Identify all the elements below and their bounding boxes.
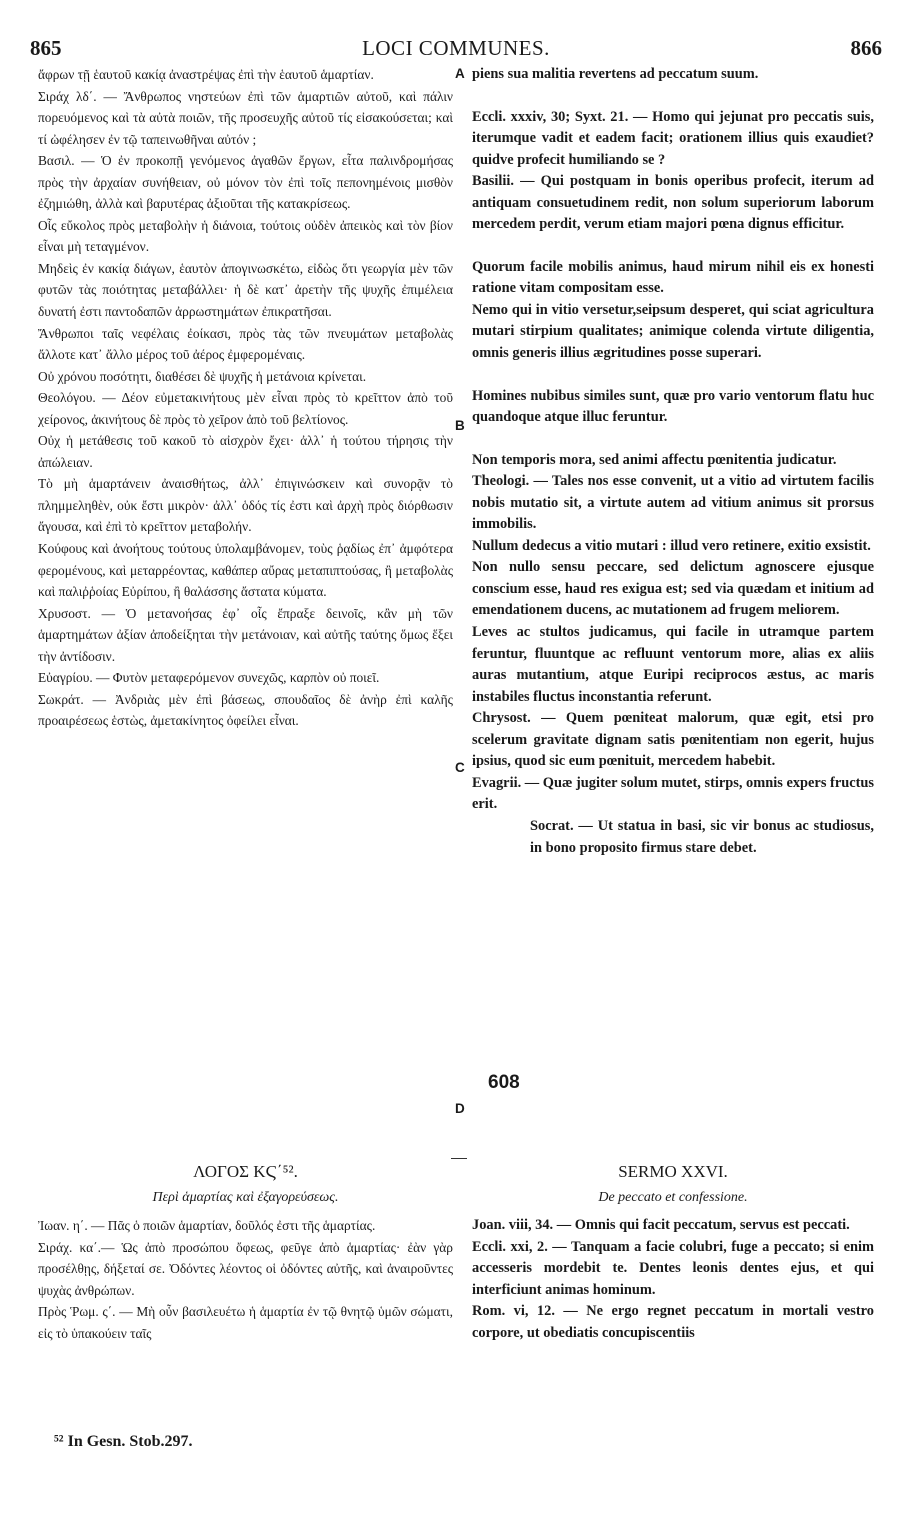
latin-paragraph: Chrysost. — Quem pœniteat malorum, quæ egit, etsi pro scelerum gravitate dignam satis pœnitentiam non egerit, hujus ipsius, quod sic eum pœnituit, mercedem habebit. [472,710,874,770]
greek-paragraph: Ἄνθρωποι ταῖς νεφέλαις ἐοίκασι, πρὸς τὰς τῶν πνευμάτων μεταβολὰς ἄλλοτε κατ᾽ ἄλλο μέρος τοῦ ἀέρος ἐμφερομέναις. [38,325,453,363]
running-title: LOCI COMMUNES. [362,36,550,60]
section-divider [451,1158,467,1159]
greek-paragraph: Σιράχ. κα΄.— Ὡς ἀπὸ προσώπου ὄφεως, φεῦγε ἀπὸ ἁμαρτίας· ἐὰν γὰρ προσέλθῃς, δήξεταί σε. Ὀδόντες λέοντος οἱ ὀδόντες αὐτῆς, καὶ ἀναιροῦντες ψυχὰς ἀνθρώπων. [38,1239,453,1298]
latin-paragraph: Nemo qui in vitio versetur,seipsum desperet, qui sciat agricultura mutari stirpium qualitates; animique colenda virtute diligentia, omnis generis illius ægritudines posse superari. [472,301,874,362]
running-header [30,36,882,62]
page-number-left: 865 [30,36,62,60]
greek-paragraph: Θεολόγου. — Δέον εὐμετακινήτους μὲν εἶναι πρὸς τὸ κρεῖττον ἀπὸ τοῦ χείρονος, ἀκινήτους δὲ πρὸς τὸ χεῖρον ἀπὸ τοῦ βελτίονος. [38,390,453,427]
latin-paragraph: Eccli. xxxiv, 30; Syxt. 21. — Homo qui jejunat pro peccatis suis, iterumque vadit et eadem facit; orationem illius quis exaudiet? quidve profecit humiliando se ? [472,108,874,168]
greek-column-section [38,1215,453,1344]
greek-paragraph: Σιράχ λδ΄. — Ἄνθρωπος νηστεύων ἐπὶ τῶν ἁμαρτιῶν αὐτοῦ, καὶ πάλιν πορευόμενος καὶ τὰ αὐτὰ ποιῶν, τῆς προσευχῆς αὐτοῦ τίς εἰσακούσεται; καὶ τί ὠφέλησεν ἐν τῷ ταπεινωθῆναι αὐτόν ; [38,88,453,147]
latin-paragraph: Socrat. — Ut statua in basi, sic vir bonus ac studiosus, in bono proposito firmus stare debet. [530,817,874,856]
latin-section-subtitle: De peccato et confessione. [598,1190,748,1205]
latin-paragraph: Joan. viii, 34. — Omnis qui facit peccatum, servus est peccati. [472,1217,850,1233]
latin-paragraph: Non nullo sensu peccare, sed delictum agnoscere ejusque conscium esse, haud res exigua est; sed via quædam et initium ad emendationem ducens, ac mutationem ad frugem meliorem. [472,559,874,619]
latin-paragraph: Rom. vi, 12. — Ne ergo regnet peccatum in mortali vestro corpore, ut obediatis concupiscentiis [472,1303,874,1341]
greek-paragraph: Οὐχ ἡ μετάθεσις τοῦ κακοῦ τὸ αἰσχρὸν ἔχει· ἀλλ᾽ ἡ τούτου τήρησις τὴν ἀπώλειαν. [38,433,453,470]
greek-section-subtitle: Περὶ ἁμαρτίας καὶ ἐξαγορεύσεως. [152,1190,339,1205]
greek-paragraph: Οὐ χρόνου ποσότητι, διαθέσει δὲ ψυχῆς ἡ μετάνοια κρίνεται. [38,368,367,384]
margin-letter-a: A [455,66,465,81]
greek-paragraph: Κούφους καὶ ἀνοήτους τούτους ὑπολαμβάνομεν, τοὺς ῥᾳδίως ἐπ᾽ ἀμφότερα φερομένους, καὶ μεταρρέοντας, καθάπερ αὔρας μεταπιπτούσας, ἢ μεταβολὰς καὶ παλιῤῥοίας Εὐρίπου, ἢ θαλάσσης ἄστατα κύματα. [38,541,453,600]
greek-paragraph: Σωκράτ. — Ἀνδριὰς μὲν ἐπὶ βάσεως, σπουδαῖος δὲ ἀνὴρ ἐπὶ καλῆς προαιρέσεως ἑστὼς, ἀμετακίνητος ὀφείλει εἶναι. [38,691,453,729]
footnote: ⁵² In Gesn. Stob.297. [54,1433,193,1450]
latin-paragraph: Eccli. xxi, 2. — Tanquam a facie colubri, fuge a peccato; si enim accesseris mordebit te. Dentes leonis dentes ejus, et qui interficiunt animas hominum. [472,1238,874,1298]
latin-paragraph: Leves ac stultos judicamus, qui facile in utramque partem feruntur, fluuntque ac refluunt ventorum more, alias ex aliis auras mutantium, atque Euripi reciprocos æstus, ac maris instabiles fluctus inconstantia referunt. [472,624,874,705]
greek-paragraph: Μηδεὶς ἐν κακίᾳ διάγων, ἑαυτὸν ἀπογινωσκέτω, εἰδὼς ὅτι γεωργία μὲν τῶν φυτῶν τὰς ποιότητας μεταβάλλει· ἡ δὲ κατ᾽ ἀρετὴν τῆς ψυχῆς ἐπιμέλεια δυνατή ἐστι παντοδαπῶν ἀρρωστημάτων ἐπικρατῆσαι. [38,260,453,320]
latin-paragraph: Basilii. — Qui postquam in bonis operibus profecit, iterum ad antiquam consuetudinem redit, non solum superiorum laborum mercedem perdit, verum etiam majori pœna dignus efficitur. [472,173,874,233]
latin-paragraph: piens sua malitia revertens ad peccatum suum. [472,66,759,82]
greek-paragraph: Εὐαγρίου. — Φυτὸν μεταφερόμενον συνεχῶς, καρπὸν οὐ ποιεῖ. [38,670,380,686]
section-number: 608 [488,1072,520,1093]
latin-paragraph: Non temporis mora, sed animi affectu pœnitentia judicatur. [472,451,837,468]
greek-paragraph: ἄφρων τῇ ἑαυτοῦ κακίᾳ ἀναστρέψας ἐπὶ τὴν ἑαυτοῦ ἁμαρτίαν. [38,67,374,82]
greek-paragraph: Πρὸς Ῥωμ. ς΄. — Μὴ οὖν βασιλευέτω ἡ ἁμαρτία ἐν τῷ θνητῷ ὑμῶν σώματι, εἰς τὸ ὑπακούειν ταῖς [38,1304,453,1341]
margin-letter-b: B [455,418,465,433]
latin-paragraph: Theologi. — Tales nos esse convenit, ut a vitio ad virtutem facilis nobis mutatio sit, a virtute autem ad vitium animus sit prorsus immobilis. [472,473,874,533]
latin-column-section [472,1215,874,1344]
greek-paragraph: Χρυσοστ. — Ὁ μετανοήσας ἐφ᾽ οἷς ἔπραξε δεινοῖς, κἂν μὴ τῶν ἁμαρτημάτων ἀξίαν ἀποδείξηται τὴν μετάνοιαν, καὶ αὐτῆς ταύτης ὅμως ἕξει τὴν ἀντίδοσιν. [38,605,453,664]
latin-paragraph: Nullum dedecus a vitio mutari : illud vero retinere, exitio exsistit. [472,537,871,554]
greek-paragraph: Τὸ μὴ ἁμαρτάνειν ἀναισθήτως, ἀλλ᾽ ἐπιγινώσκειν καὶ συνορᾷν τὸ πλημμεληθὲν, οὐκ ἔστι μικρὸν· ἀλλ᾽ ὁδός τίς ἐστι καὶ ἀρχὴ πρὸς διόρθωσιν ἄγουσα, καὶ ἐπὶ τὸ κρεῖττον μεταβολήν. [38,476,453,535]
page-number-right: 866 [850,36,882,60]
greek-paragraph: Οἷς εὔκολος πρὸς μεταβολὴν ἡ διάνοια, τούτοις οὐδὲν ἀπεικὸς καὶ τὸν βίον εἶναι μὴ τεταγμένον. [38,217,453,255]
greek-column-top [38,64,453,732]
greek-section-title: ΛΟΓΟΣ ΚϚ΄⁵². [193,1162,298,1181]
latin-paragraph: Homines nubibus similes sunt, quæ pro vario ventorum flatu huc quandoque atque illuc feruntur. [472,387,874,426]
latin-section-title: SERMO XXVI. [618,1162,728,1181]
latin-paragraph: Evagrii. — Quæ jugiter solum mutet, stirps, omnis expers fructus erit. [472,774,874,813]
latin-column-top [472,64,874,859]
greek-paragraph: Βασιλ. — Ὁ ἐν προκοπῇ γενόμενος ἀγαθῶν ἔργων, εἶτα παλινδρομήσας πρὸς τὴν ἀρχαίαν συνήθειαν, οὐ μόνον τὸν ἐπὶ τοῖς πεπονημένοις μισθὸν ἐζημιώθη, ἀλλὰ καὶ βαρυτέρας ἀξιοῦται τῆς κατακρίσεως. [38,153,453,212]
latin-paragraph: Quorum facile mobilis animus, haud mirum nihil eis ex honesti ratione vitam compositam esse. [472,258,874,297]
margin-letter-d: D [455,1101,465,1116]
greek-paragraph: Ἰωαν. η΄. — Πᾶς ὁ ποιῶν ἁμαρτίαν, δοῦλός ἐστι τῆς ἁμαρτίας. [38,1218,376,1233]
margin-letter-c: C [455,760,465,775]
